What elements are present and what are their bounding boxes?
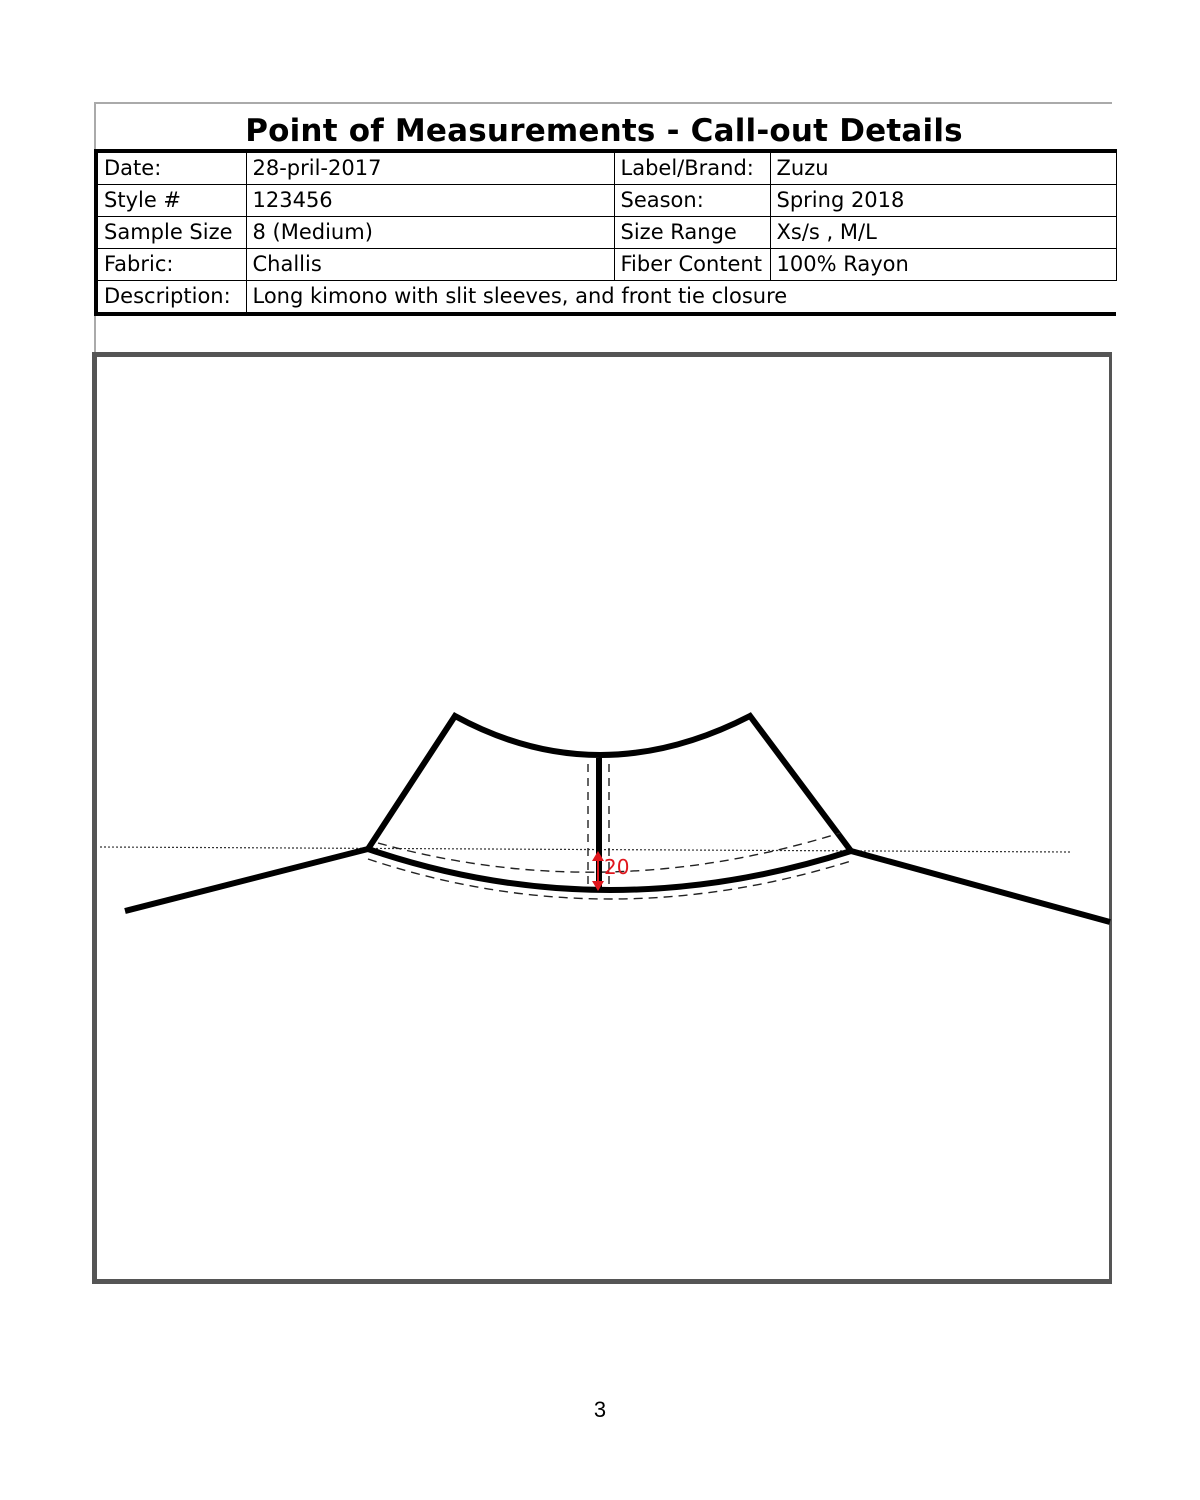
description-value: Long kimono with slit sleeves, and front tie closure <box>246 281 1116 315</box>
size-range-label: Size Range <box>614 217 770 249</box>
description-label: Description: <box>96 281 246 315</box>
brand-label: Label/Brand: <box>614 151 770 185</box>
fiber-content-value: 100% Rayon <box>770 249 1116 281</box>
sample-size-label: Sample Size <box>96 217 246 249</box>
style-value: 123456 <box>246 185 614 217</box>
fiber-content-label: Fiber Content <box>614 249 770 281</box>
measurement-callout-arrow <box>592 851 604 891</box>
date-label: Date: <box>96 151 246 185</box>
size-range-value: Xs/s , M/L <box>770 217 1116 249</box>
left-shoulder-line <box>125 849 368 911</box>
page-title: Point of Measurements - Call-out Details <box>245 113 963 149</box>
right-shoulder-line <box>851 851 1110 922</box>
brand-value: Zuzu <box>770 151 1116 185</box>
date-value: 28-pril-2017 <box>246 151 614 185</box>
sample-size-value: 8 (Medium) <box>246 217 614 249</box>
fabric-label: Fabric: <box>96 249 246 281</box>
measurement-callout-label: 20 <box>604 855 630 879</box>
season-value: Spring 2018 <box>770 185 1116 217</box>
shoulder-reference-line <box>100 847 1070 852</box>
fabric-value: Challis <box>246 249 614 281</box>
season-label: Season: <box>614 185 770 217</box>
page-number: 3 <box>593 1397 607 1422</box>
style-label: Style # <box>96 185 246 217</box>
